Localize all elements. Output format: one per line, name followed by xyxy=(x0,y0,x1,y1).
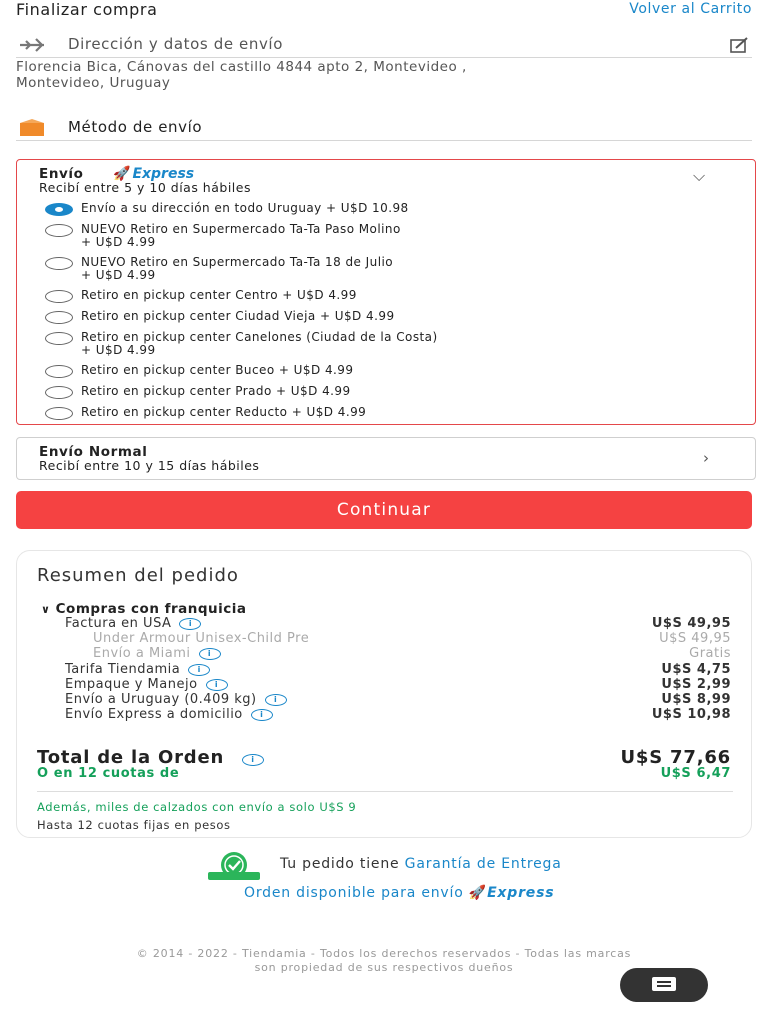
total-label: Total de la Orden xyxy=(37,747,225,768)
footer-line-1: © 2014 - 2022 - Tiendamia - Todos los derechos reservados - Todas las marcas xyxy=(136,947,632,960)
group-toggle[interactable] xyxy=(41,601,247,617)
info-icon[interactable]: i xyxy=(265,694,287,706)
chevron-right-icon[interactable]: › xyxy=(703,449,709,467)
info-icon[interactable]: i xyxy=(251,709,273,721)
summary-row xyxy=(17,631,751,646)
order-summary xyxy=(16,550,752,838)
summary-row-text: Tarifa Tiendamia xyxy=(65,662,181,677)
promo-text[interactable]: Además, miles de calzados con envío a solo U$S 9 xyxy=(37,800,357,814)
cuotas-label: O en 12 cuotas de xyxy=(37,766,180,781)
shipping-option-label: Envío a su dirección en todo Uruguay + U$D 10.98 xyxy=(81,201,409,215)
express-logo: 🚀 Express xyxy=(113,166,195,182)
chevron-down-icon: ∨ xyxy=(41,603,51,616)
summary-row-text: Empaque y Manejo xyxy=(65,677,198,692)
summary-row xyxy=(17,646,751,661)
info-icon[interactable]: i xyxy=(242,754,264,766)
summary-row xyxy=(17,616,751,631)
page-title: Finalizar compra xyxy=(16,0,158,19)
divider xyxy=(37,791,733,792)
rocket-icon: 🚀 xyxy=(113,166,131,182)
summary-row-label xyxy=(93,646,221,661)
radio-button[interactable] xyxy=(45,311,73,324)
summary-row-text: Factura en USA xyxy=(65,616,172,631)
back-to-cart-link[interactable]: Volver al Carrito xyxy=(629,1,752,17)
normal-subtitle: Recibí entre 10 y 15 días hábiles xyxy=(39,458,260,473)
express-shipping-panel[interactable] xyxy=(16,159,756,425)
summary-row-value: U$S 49,95 xyxy=(659,631,731,646)
express-available-text: Orden disponible para envío xyxy=(244,885,464,901)
normal-title: Envío Normal xyxy=(39,444,148,460)
radio-button[interactable] xyxy=(45,407,73,420)
plane-icon xyxy=(18,36,48,54)
summary-title: Resumen del pedido xyxy=(37,565,239,586)
shipping-option-label: Retiro en pickup center Reducto + U$D 4.99 xyxy=(81,405,367,419)
radio-button[interactable] xyxy=(45,203,73,216)
address-section-header xyxy=(16,34,752,58)
summary-row-value: U$S 8,99 xyxy=(661,692,731,707)
guarantee-text xyxy=(280,856,562,872)
shipping-method-header xyxy=(16,117,752,141)
shipping-option-label: Retiro en pickup center Buceo + U$D 4.99 xyxy=(81,363,354,377)
total-label-wrap xyxy=(37,747,264,768)
guarantee-link[interactable]: Garantía de Entrega xyxy=(404,856,562,872)
info-icon[interactable]: i xyxy=(188,664,210,676)
guarantee-badge-icon xyxy=(204,850,264,882)
summary-row xyxy=(17,677,751,692)
edit-icon[interactable] xyxy=(730,36,750,54)
summary-row-label xyxy=(65,692,287,707)
radio-button[interactable] xyxy=(45,290,73,303)
radio-button[interactable] xyxy=(45,365,73,378)
box-icon xyxy=(18,119,48,137)
installments-text: Hasta 12 cuotas fijas en pesos xyxy=(37,818,231,832)
summary-row-value: U$S 4,75 xyxy=(661,662,731,677)
summary-row xyxy=(17,707,751,722)
summary-row-label xyxy=(65,616,201,631)
summary-row-value: U$S 2,99 xyxy=(661,677,731,692)
info-icon[interactable]: i xyxy=(199,648,221,660)
shipping-option-label: NUEVO Retiro en Supermercado Ta-Ta 18 de Julio + U$D 4.99 xyxy=(81,255,394,282)
chat-button[interactable] xyxy=(620,968,708,1002)
radio-button[interactable] xyxy=(45,257,73,270)
summary-row-value: U$S 10,98 xyxy=(651,707,731,722)
chevron-down-icon[interactable]: ⌵ xyxy=(693,166,706,185)
summary-row-text: Envío a Miami xyxy=(93,646,191,661)
radio-button[interactable] xyxy=(45,224,73,237)
normal-shipping-panel[interactable] xyxy=(16,437,756,480)
shipping-method-label: Método de envío xyxy=(68,118,203,136)
express-subtitle: Recibí entre 5 y 10 días hábiles xyxy=(39,180,251,195)
total-value: U$S 77,66 xyxy=(620,747,731,768)
summary-row-text: Envío Express a domicilio xyxy=(65,707,243,722)
radio-button[interactable] xyxy=(45,386,73,399)
summary-row-text: Envío a Uruguay (0.409 kg) xyxy=(65,692,257,707)
shipping-option-label: Retiro en pickup center Centro + U$D 4.99 xyxy=(81,288,357,302)
summary-row-label xyxy=(65,707,273,722)
delivery-guarantee xyxy=(200,850,740,882)
express-logo-text: Express xyxy=(487,885,555,901)
cuotas-value: U$S 6,47 xyxy=(660,766,731,781)
summary-row-label xyxy=(93,631,309,646)
shipping-option-label: Retiro en pickup center Ciudad Vieja + U$D 4.99 xyxy=(81,309,395,323)
summary-row-label xyxy=(65,662,210,677)
shipping-address: Florencia Bica, Cánovas del castillo 4844 apto 2, Montevideo , Montevideo, Uruguay xyxy=(16,59,467,91)
footer-line-2: son propiedad de sus respectivos dueños xyxy=(254,961,514,974)
address-section-label: Dirección y datos de envío xyxy=(68,35,283,53)
summary-row xyxy=(17,662,751,677)
chat-icon xyxy=(652,977,676,991)
summary-row-label xyxy=(65,677,228,692)
summary-row-value: Gratis xyxy=(689,646,731,661)
group-label: Compras con franquicia xyxy=(55,601,247,617)
shipping-option-label: NUEVO Retiro en Supermercado Ta-Ta Paso Molino + U$D 4.99 xyxy=(81,222,401,249)
guarantee-label: Tu pedido tiene xyxy=(280,856,400,872)
continue-button[interactable]: Continuar xyxy=(16,491,752,529)
express-available xyxy=(244,885,554,901)
radio-button[interactable] xyxy=(45,332,73,345)
summary-row xyxy=(17,692,751,707)
shipping-option-label: Retiro en pickup center Prado + U$D 4.99 xyxy=(81,384,351,398)
summary-row-text: Under Armour Unisex-Child Pre xyxy=(93,631,310,646)
summary-row-value: U$S 49,95 xyxy=(651,616,731,631)
rocket-icon: 🚀 xyxy=(468,885,488,901)
express-title: Envío xyxy=(39,166,84,182)
shipping-option-label: Retiro en pickup center Canelones (Ciudad de la Costa) + U$D 4.99 xyxy=(81,330,438,357)
info-icon[interactable]: i xyxy=(206,679,228,691)
info-icon[interactable]: i xyxy=(179,618,201,630)
